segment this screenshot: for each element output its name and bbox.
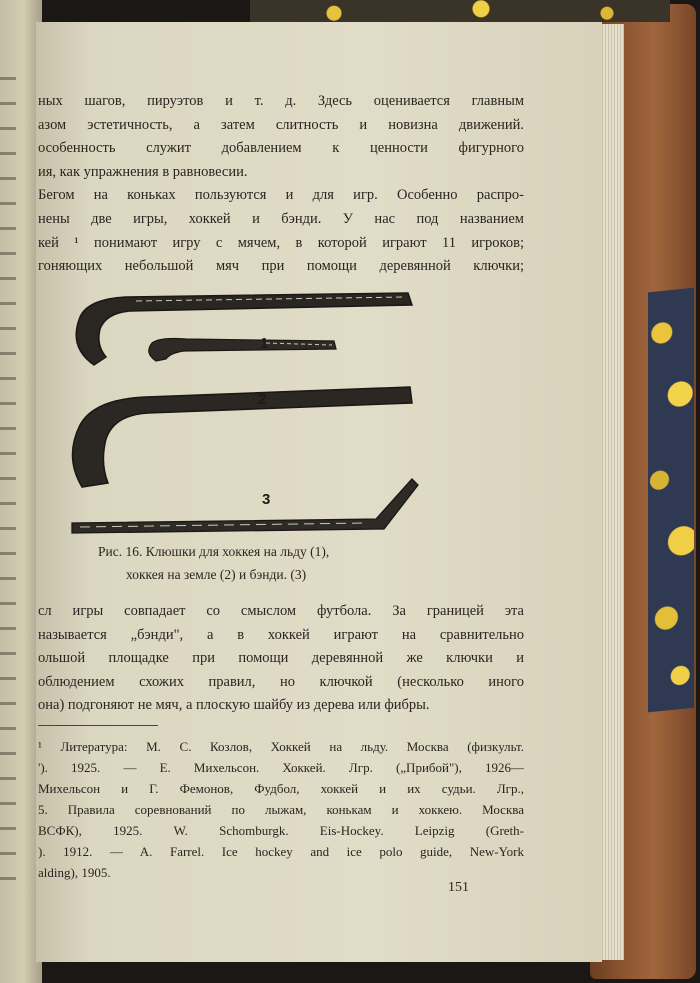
text-line: ных шагов, пируэтов и т. д. Здесь оценивается главным: [38, 93, 524, 109]
stick-label-1: 1: [260, 335, 269, 352]
text-line: ольшой площадке при помощи деревянной же ключки и: [38, 650, 524, 667]
paragraph-top: [38, 90, 524, 279]
text-line: кей ¹ понимают игру с мячем, в которой играют 11 игроков;: [38, 234, 524, 251]
text-line: облюдением схожих правил, но ключкой (несколько иного: [38, 673, 524, 690]
stick-label-2: 2: [258, 391, 267, 408]
text-line: Бегом на коньках пользуются и для игр. Особенно распро-: [38, 187, 524, 204]
ice-hockey-stick: [76, 293, 412, 365]
bandy-stick: [72, 479, 418, 533]
text-line: она) подгоняют не мяч, а плоскую шайбу из дерева или фибры.: [38, 697, 430, 714]
text-line: гоняющих небольшой мяч при помощи деревянной ключки;: [38, 258, 524, 275]
field-hockey-stick: [72, 387, 412, 487]
footnote-line: ). 1912. — A. Farrel. Ice hockey and ice polo guide, New-York: [38, 844, 524, 859]
footnote-line: 5. Правила соревнований по лыжам, конькам и хоккею. Москва: [38, 802, 524, 817]
text-line: сл игры совпадает со смыслом футбола. За границей эта: [38, 603, 524, 619]
ice-hockey-stick-small: [149, 339, 336, 362]
text-line: нены две игры, хоккей и бэнди. У нас под названием: [38, 210, 524, 227]
stick-label-3: 3: [262, 491, 271, 508]
footnote-line: '). 1925. — Е. Михельсон. Хоккей. Лгр. („Прибой"), 1926—: [38, 760, 524, 775]
text-line: особенность служит добавлением к ценности фигурного: [38, 140, 524, 157]
footnote-line: ¹ Литература: М. С. Козлов, Хоккей на льду. Москва (физкульт.: [38, 739, 524, 754]
marbled-endpaper: [648, 288, 694, 713]
book-page: [36, 22, 602, 962]
text-line: ия, как упражнения в равновесии.: [38, 163, 248, 180]
sticks-illustration: [66, 287, 426, 537]
text-line: называется „бэнди", а в хоккей играют на сравнительно: [38, 626, 524, 643]
text-line: азом эстетичность, а затем слитность и новизна движений.: [38, 116, 524, 133]
page-number: 151: [448, 880, 469, 895]
left-page-text-fragments: [0, 60, 16, 900]
marbled-endpaper-top: [250, 0, 670, 22]
caption-line: Рис. 16. Клюшки для хоккея на льду (1),: [98, 544, 330, 559]
footnote-line: Михельсон и Г. Фемонов, Фудбол, хоккей и их судьи. Лгр.,: [38, 781, 524, 796]
caption-line: хоккея на земле (2) и бэнди. (3): [126, 567, 307, 582]
footnote-line: alding), 1905.: [38, 865, 111, 880]
figure-caption: [98, 540, 478, 586]
footnote-line: ВСФК), 1925. W. Schomburgk. Eis-Hockey. Leipzig (Greth-: [38, 823, 524, 838]
hockey-sticks-figure: [66, 287, 426, 537]
footnote-rule: [38, 725, 158, 726]
paragraph-bottom: [38, 600, 524, 718]
footnote: [38, 736, 524, 883]
